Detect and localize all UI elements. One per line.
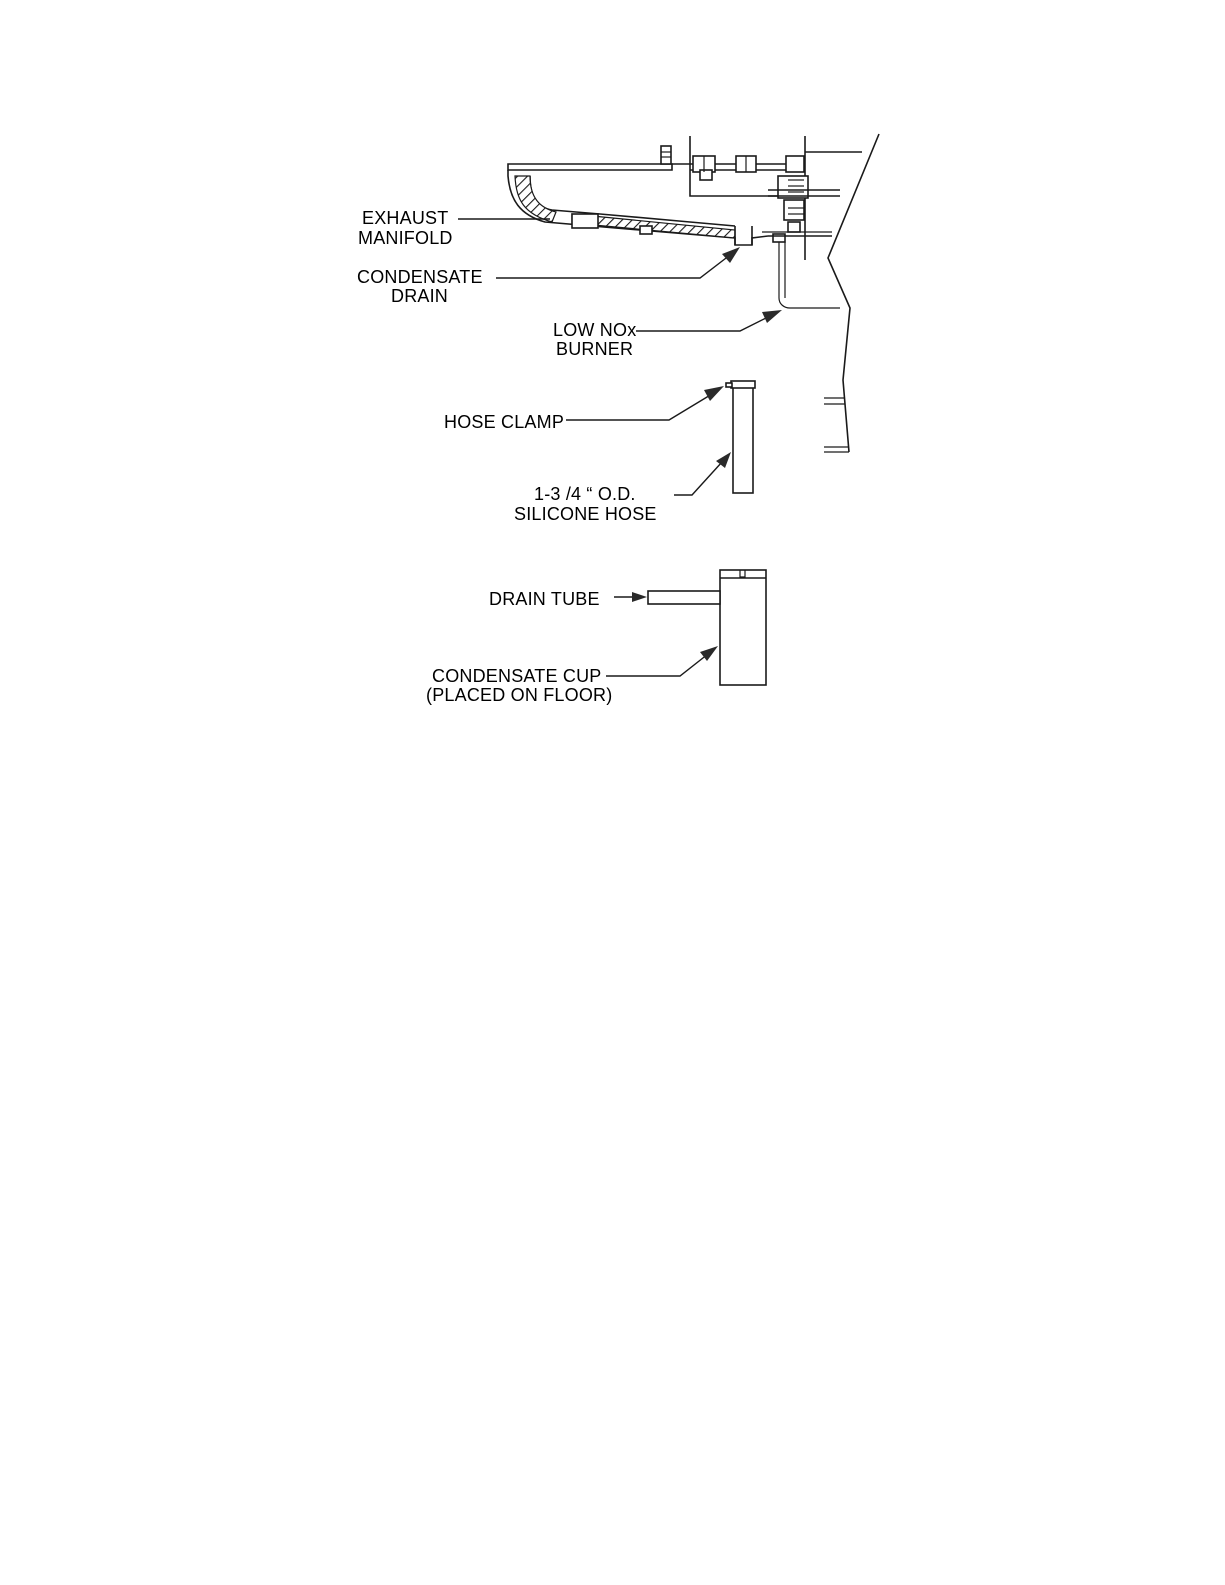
top-fitting [661,146,671,164]
hose-clamp-leader [566,394,712,420]
condensate-drain-arrow [722,247,740,263]
condensate-cup-label-line1: CONDENSATE CUP [432,666,602,686]
hose-clamp-arrow [704,386,724,401]
hose-clamp [731,381,755,388]
drain-tube-arrow [632,592,647,602]
callout-labels [357,208,657,705]
condensate-cup-leader [606,654,708,676]
drain-tube-label: DRAIN TUBE [489,589,600,609]
low-nox-burner-label-line2: BURNER [556,339,634,359]
silicone-hose-label-line1: 1-3 /4 “ O.D. [534,484,636,504]
condensate-cup-label-line2: (PLACED ON FLOOR) [426,685,613,705]
drain-tube [648,591,720,604]
condensate-drain-label-line1: CONDENSATE [357,267,483,287]
condensate-cup-assembly [648,570,766,685]
manifold-assembly [508,134,879,452]
condensate-drain-leader [496,255,730,278]
silicone-hose-assembly [726,381,755,493]
condensate-drain-label-line2: DRAIN [391,286,449,306]
condensate-cup [720,570,766,685]
hose-clamp-label: HOSE CLAMP [444,412,565,432]
low-nox-burner-leader [636,316,770,331]
low-nox-burner-arrow [762,310,782,323]
silicone-hose [733,386,753,493]
flange-block [690,136,840,260]
low-nox-burner-label-line1: LOW NOx [553,320,637,340]
silicone-hose-leader [674,462,722,495]
exhaust-manifold-label-line2: MANIFOLD [358,228,453,248]
exhaust-manifold-label-line1: EXHAUST [362,208,449,228]
silicone-hose-label-line2: SILICONE HOSE [514,504,657,524]
